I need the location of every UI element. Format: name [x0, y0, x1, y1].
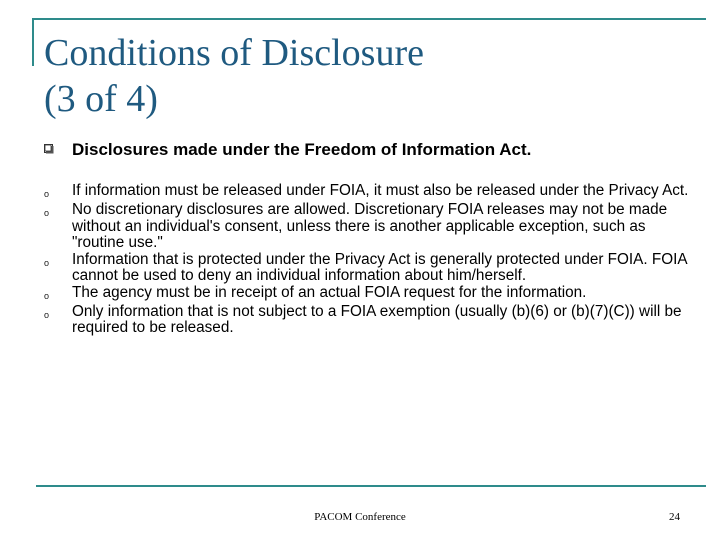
sub-point-text: Information that is protected under the Privacy Act is generally protected under FOIA. FOIA cannot be used to deny an individual information about him/herself.	[72, 250, 687, 284]
title-line-1: Conditions of Disclosure	[44, 32, 424, 74]
sub-point-item	[44, 304, 694, 337]
slide-title	[44, 30, 684, 122]
sub-point-text: Only information that is not subject to a FOIA exemption (usually (b)(6) or (b)(7)(C)) will be required to be released.	[72, 302, 682, 336]
sub-point-text: The agency must be in receipt of an actual FOIA request for the information.	[72, 283, 587, 301]
main-bullet-point	[44, 140, 684, 160]
sub-point-text: If information must be released under FOIA, it must also be released under the Privacy Act.	[72, 182, 689, 199]
sub-point-item	[44, 252, 694, 285]
circle-bullet-icon: o	[44, 309, 50, 320]
circle-bullet-icon: o	[44, 189, 50, 199]
top-rule	[32, 18, 706, 20]
sub-point-list	[44, 183, 694, 337]
sub-point-item	[44, 183, 694, 202]
sub-point-item	[44, 202, 694, 252]
footer-rule	[36, 485, 706, 487]
circle-bullet-icon: o	[44, 208, 50, 218]
main-point-text: Disclosures made under the Freedom of Information Act.	[72, 140, 532, 159]
left-rule	[32, 18, 34, 66]
circle-bullet-icon: o	[44, 290, 50, 301]
circle-bullet-icon: o	[44, 257, 50, 268]
sub-point-item	[44, 285, 694, 304]
square-bullet-icon	[44, 144, 54, 154]
sub-point-text: No discretionary disclosures are allowed. Discretionary FOIA releases may not be made without an individual's consent, unless there is another applicable exception, such as "routine use."	[72, 201, 668, 251]
footer-page-number: 24	[669, 511, 680, 523]
footer-conference-name: PACOM Conference	[314, 511, 406, 523]
title-line-2: (3 of 4)	[44, 78, 158, 120]
